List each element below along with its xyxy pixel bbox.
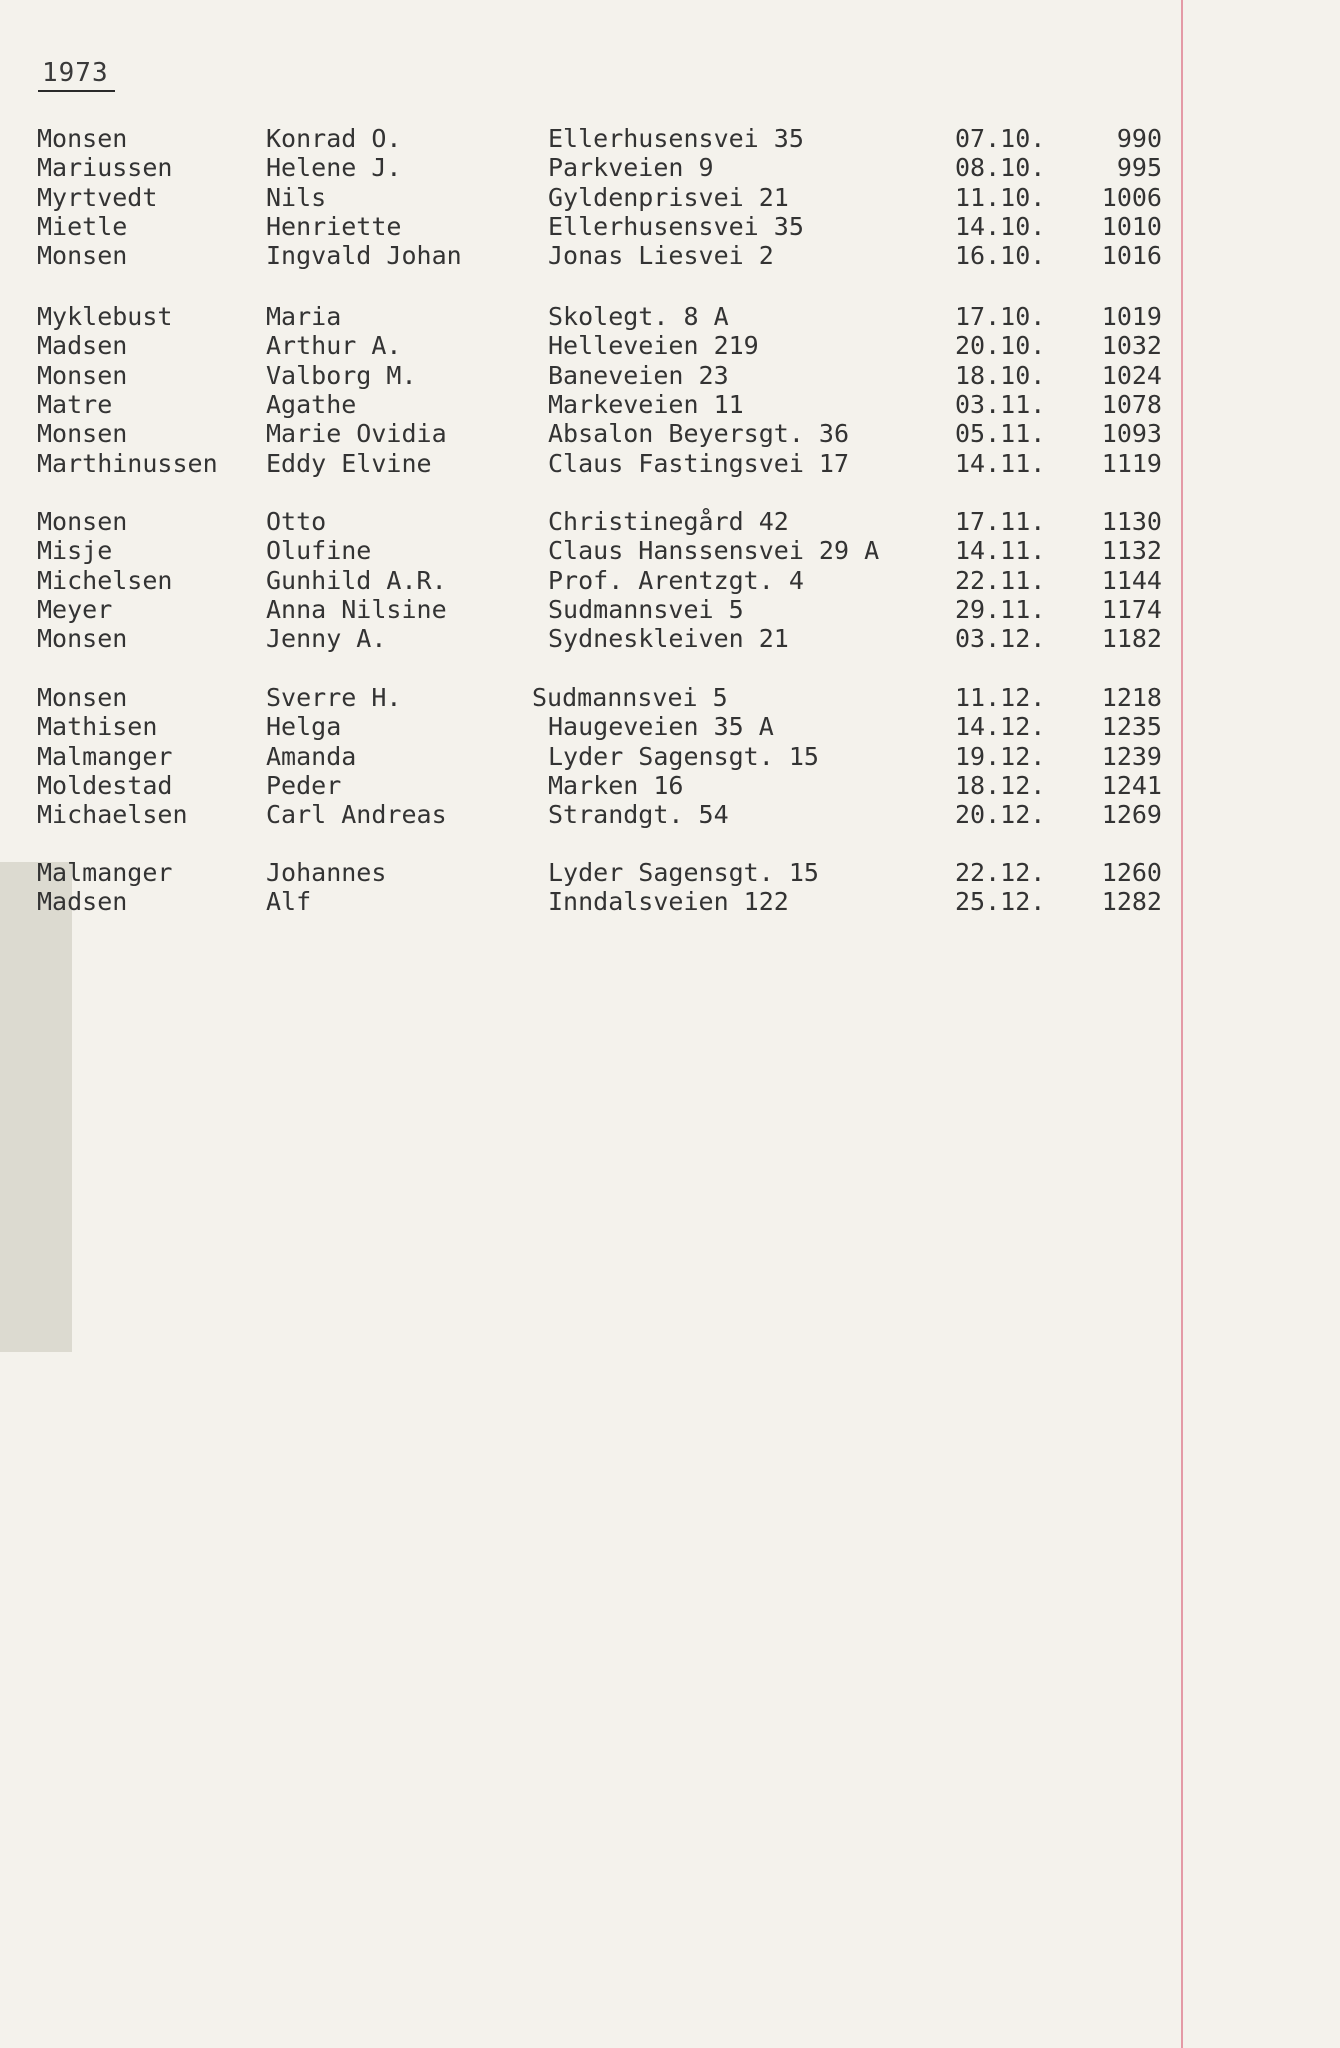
register-row (0, 390, 1180, 420)
record-number: 1239 (1101, 742, 1162, 771)
given-name: Valborg M. (266, 361, 417, 390)
date: 14.11. (955, 449, 1046, 478)
record-number: 1282 (1101, 887, 1162, 916)
surname: Monsen (37, 683, 128, 712)
surname: Matre (37, 390, 113, 419)
given-name: Gunhild A.R. (266, 566, 447, 595)
record-number: 1182 (1101, 624, 1162, 653)
record-number: 1218 (1101, 683, 1162, 712)
given-name: Jenny A. (266, 624, 387, 653)
record-number: 1010 (1101, 212, 1162, 241)
register-row (0, 419, 1180, 449)
address: Ellerhusensvei 35 (548, 212, 804, 241)
address: Sydneskleiven 21 (548, 624, 789, 653)
surname: Myklebust (37, 302, 173, 331)
register-row (0, 536, 1180, 566)
address: Markeveien 11 (548, 390, 744, 419)
surname: Monsen (37, 419, 128, 448)
record-number: 1078 (1101, 390, 1162, 419)
date: 11.12. (955, 683, 1046, 712)
record-number: 1119 (1101, 449, 1162, 478)
address: Sudmannsvei 5 (548, 595, 744, 624)
address: Absalon Beyersgt. 36 (548, 419, 850, 448)
address: Skolegt. 8 A (548, 302, 729, 331)
given-name: Alf (266, 887, 312, 916)
record-number: 1024 (1101, 361, 1162, 390)
register-row (0, 241, 1180, 271)
date: 14.11. (955, 536, 1046, 565)
record-number: 1174 (1101, 595, 1162, 624)
date: 16.10. (955, 241, 1046, 270)
date: 14.10. (955, 212, 1046, 241)
date: 22.12. (955, 858, 1046, 887)
date: 29.11. (955, 595, 1046, 624)
date: 19.12. (955, 742, 1046, 771)
address: Helleveien 219 (548, 331, 759, 360)
address: Claus Fastingsvei 17 (548, 449, 850, 478)
record-number: 1144 (1101, 566, 1162, 595)
date: 20.10. (955, 331, 1046, 360)
given-name: Henriette (266, 212, 402, 241)
register-row (0, 800, 1180, 830)
register-row (0, 858, 1180, 888)
surname: Monsen (37, 507, 128, 536)
register-row (0, 712, 1180, 742)
given-name: Agathe (266, 390, 357, 419)
surname: Mariussen (37, 153, 173, 182)
margin-line (1181, 0, 1183, 2048)
register-row (0, 507, 1180, 537)
address: Inndalsveien 122 (548, 887, 789, 916)
date: 11.10. (955, 183, 1046, 212)
given-name: Maria (266, 302, 342, 331)
register-row (0, 742, 1180, 772)
given-name: Ingvald Johan (266, 241, 462, 270)
address: Parkveien 9 (548, 153, 714, 182)
address: Sudmannsvei 5 (532, 683, 728, 712)
date: 08.10. (955, 153, 1046, 182)
address: Haugeveien 35 A (548, 712, 774, 741)
given-name: Anna Nilsine (266, 595, 447, 624)
surname: Malmanger (37, 858, 173, 887)
register-row (0, 183, 1180, 213)
address: Christinegård 42 (548, 507, 789, 536)
record-number: 1006 (1101, 183, 1162, 212)
register-row (0, 771, 1180, 801)
record-number: 1093 (1101, 419, 1162, 448)
date: 18.12. (955, 771, 1046, 800)
date: 20.12. (955, 800, 1046, 829)
given-name: Helga (266, 712, 342, 741)
address: Strandgt. 54 (548, 800, 729, 829)
date: 25.12. (955, 887, 1046, 916)
date: 14.12. (955, 712, 1046, 741)
address: Lyder Sagensgt. 15 (548, 858, 819, 887)
surname: Monsen (37, 124, 128, 153)
surname: Marthinussen (37, 449, 218, 478)
register-row (0, 624, 1180, 654)
record-number: 1132 (1101, 536, 1162, 565)
register-row (0, 331, 1180, 361)
register-row (0, 566, 1180, 596)
address: Gyldenprisvei 21 (548, 183, 789, 212)
address: Marken 16 (548, 771, 684, 800)
given-name: Carl Andreas (266, 800, 447, 829)
given-name: Sverre H. (266, 683, 402, 712)
given-name: Marie Ovidia (266, 419, 447, 448)
address: Claus Hanssensvei 29 A (548, 536, 880, 565)
given-name: Arthur A. (266, 331, 402, 360)
surname: Michaelsen (37, 800, 188, 829)
register-row (0, 153, 1180, 183)
surname: Monsen (37, 361, 128, 390)
surname: Mietle (37, 212, 128, 241)
record-number: 1260 (1101, 858, 1162, 887)
date: 22.11. (955, 566, 1046, 595)
address: Baneveien 23 (548, 361, 729, 390)
date: 07.10. (955, 124, 1046, 153)
address: Jonas Liesvei 2 (548, 241, 774, 270)
register-row (0, 124, 1180, 154)
given-name: Amanda (266, 742, 357, 771)
record-number: 995 (1116, 153, 1162, 182)
given-name: Helene J. (266, 153, 402, 182)
date: 03.11. (955, 390, 1046, 419)
register-row (0, 302, 1180, 332)
given-name: Peder (266, 771, 342, 800)
given-name: Konrad O. (266, 124, 402, 153)
surname: Myrtvedt (37, 183, 158, 212)
record-number: 1130 (1101, 507, 1162, 536)
surname: Moldestad (37, 771, 173, 800)
surname: Monsen (37, 241, 128, 270)
record-number: 1235 (1101, 712, 1162, 741)
date: 17.10. (955, 302, 1046, 331)
date: 03.12. (955, 624, 1046, 653)
surname: Meyer (37, 595, 113, 624)
register-row (0, 212, 1180, 242)
given-name: Otto (266, 507, 327, 536)
page-year: 1973 (38, 58, 115, 92)
record-number: 990 (1116, 124, 1162, 153)
register-row (0, 361, 1180, 391)
register-row (0, 595, 1180, 625)
date: 05.11. (955, 419, 1046, 448)
date: 18.10. (955, 361, 1046, 390)
register-row (0, 449, 1180, 479)
record-number: 1016 (1101, 241, 1162, 270)
surname: Misje (37, 536, 113, 565)
surname: Michelsen (37, 566, 173, 595)
paper-stain (0, 862, 72, 1352)
address: Lyder Sagensgt. 15 (548, 742, 819, 771)
date: 17.11. (955, 507, 1046, 536)
surname: Malmanger (37, 742, 173, 771)
given-name: Johannes (266, 858, 387, 887)
record-number: 1241 (1101, 771, 1162, 800)
surname: Monsen (37, 624, 128, 653)
record-number: 1269 (1101, 800, 1162, 829)
surname: Mathisen (37, 712, 158, 741)
surname: Madsen (37, 887, 128, 916)
record-number: 1032 (1101, 331, 1162, 360)
surname: Madsen (37, 331, 128, 360)
register-row (0, 887, 1180, 917)
address: Prof. Arentzgt. 4 (548, 566, 804, 595)
given-name: Olufine (266, 536, 372, 565)
address: Ellerhusensvei 35 (548, 124, 804, 153)
given-name: Eddy Elvine (266, 449, 432, 478)
register-row (0, 683, 1180, 713)
record-number: 1019 (1101, 302, 1162, 331)
given-name: Nils (266, 183, 327, 212)
